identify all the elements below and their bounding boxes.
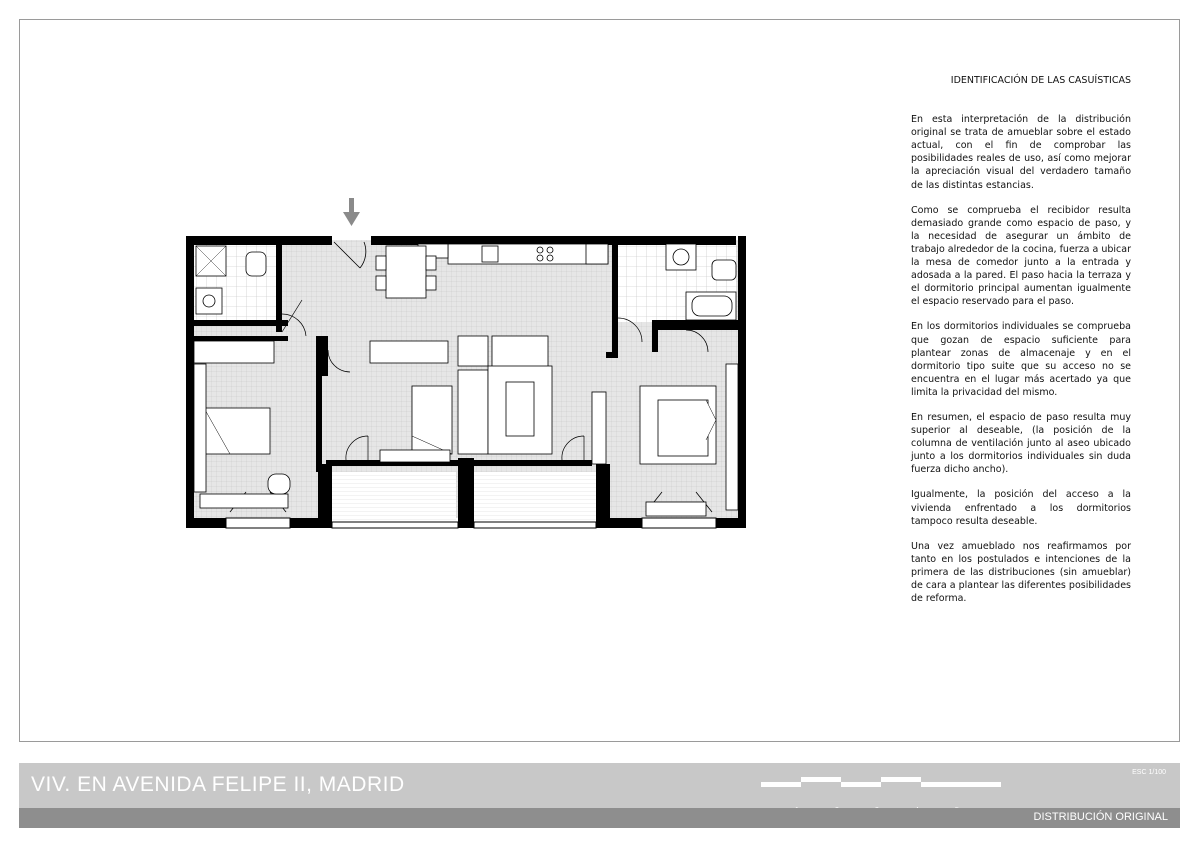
panel-heading: IDENTIFICACIÓN DE LAS CASUÍSTICAS	[950, 75, 1131, 86]
scale-label: ESC 1/100	[1132, 769, 1166, 776]
title-bar	[19, 763, 1180, 808]
panel-paragraph-5: Igualmente, la posición del acceso a la vivienda enfrentado a los dormitorios tampoco resulta deseable.	[911, 489, 1131, 527]
panel-paragraph-1: En esta interpretación de la distribución original se trata de amueblar sobre el estado actual, con el fin de comprobar las posibilidades reales de uso, así como mejorar la apreciación visual del verdadero tamaño de las distintas estancias.	[911, 114, 1131, 191]
sheet-subtitle: DISTRIBUCIÓN ORIGINAL	[1033, 811, 1168, 823]
panel-paragraph-2: Como se comprueba el recibidor resulta demasiado grande como espacio de paso, y la necesidad de asegurar un ámbito de trabajo alrededor de la cocina, fuerza a ubicar la mesa de comedor junto a la entrada y adosada a la pared. El paso hacia la terraza y el dormitorio principal aumentan igualmente el espacio reservado para el paso.	[911, 204, 1132, 308]
panel-paragraph-6: Una vez amueblado nos reafirmamos por tanto en los postulados e intenciones de la primera de las distribuciones (sin amueblar) de cara a plantear las diferentes posibilidades de reforma.	[911, 540, 1131, 605]
panel-paragraph-4: En resumen, el espacio de paso resulta muy superior al deseable, (la posición de la columna de ventilación junto al aseo ubicado junto a los dormitorios individuales sin duda fuerza dicho ancho).	[911, 411, 1131, 476]
panel-paragraph-3: En los dormitorios individuales se comprueba que gozan de espacio suficiente para plantear zonas de almacenaje y en el dormitorio tipo suite que su acceso no se encuentra en el lugar más acertado ya que limita la privacidad del mismo.	[911, 321, 1131, 398]
scale-bar-graphic	[761, 777, 1001, 791]
entrance-arrow-icon	[343, 198, 360, 226]
footer-bar	[19, 808, 1180, 828]
floor-plan	[186, 196, 746, 536]
project-title: VIV. EN AVENIDA FELIPE II, MADRID	[31, 773, 405, 796]
description-panel	[911, 74, 1131, 617]
terrace-2-floor	[472, 472, 598, 524]
terrace-1-floor	[332, 472, 456, 524]
